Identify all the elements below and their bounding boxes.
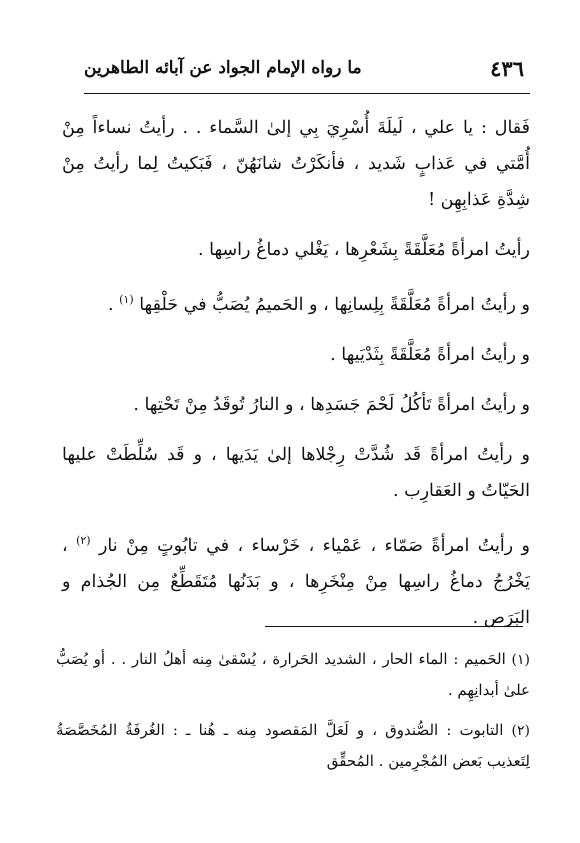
- footnote-1-marker: (١): [511, 652, 530, 668]
- main-text: [62, 110, 530, 650]
- running-title: ما رواه الإمام الجواد عن آبائه الطاهرين: [84, 58, 362, 78]
- footnotes: [56, 644, 530, 786]
- paragraph-2: [62, 232, 530, 268]
- page-header: [84, 56, 524, 86]
- footnote-ref-2[interactable]: (٢): [76, 533, 91, 547]
- paragraph-7: [62, 523, 530, 636]
- footnote-1: [56, 644, 530, 705]
- footnote-2-text: التابوت : الصُّندوق ، و لَعَلَّ المَقصود مِنه ـ هُنا ـ : الغُرفَةُ المُخَصَّصَةُ لِتَعذيب بَعض المُجْرِمين . المُحقِّق: [56, 721, 530, 770]
- footnote-2-marker: (٢): [511, 723, 530, 739]
- footnote-1-text: الحَميم : الماء الحار ، الشديد الحَرارة ، يُسْقىٰ مِنه أهلُ النار . . أو يُصَبُّ علىٰ أبدانِهِم .: [56, 650, 530, 699]
- paragraph-6-text: و رأيتُ امرأةً قَد شُدَّتْ رِجْلاها إلىٰ يَدَيها ، و قَد سُلِّطَتْ عليها الحَيّاتُ و العَقارِب .: [62, 444, 530, 501]
- footnote-2: [56, 715, 530, 776]
- footnote-separator: [265, 626, 523, 627]
- paragraph-2-text: رأيتُ امرأةً مُعَلَّقَةً بِشَعْرِها ، يَغْلي دماغُ راسِها .: [198, 240, 530, 260]
- paragraph-4-text: و رأيتُ امرأةً مُعَلَّقَةً بِثَدْيَيها .: [330, 344, 530, 365]
- paragraph-3-end: .: [107, 294, 114, 315]
- paragraph-3-text: و رأيتُ امرأةً مُعَلَّقَةً بِلِسانِها ، و الحَميمُ يُصَبُّ في حَلْقِها: [139, 294, 530, 315]
- paragraph-5: [62, 387, 530, 423]
- paragraph-1: [62, 110, 530, 218]
- header-rule: [84, 93, 530, 94]
- paragraph-5-text: و رأيتُ امرأةً تَأكُلُ لَحْمَ جَسَدِها ، و النارُ تُوقَدُ مِنْ تَحْتِها .: [133, 394, 530, 415]
- paragraph-1-text: فَقال : يا علي ، لَيلَةَ أُسْرِيَ بِي إلىٰ السَّماء . . رأيتُ نساءاً مِنْ أُمَّتي في عَذابٍ شَديد ، فأنكَرْتُ شانَهُنّ ، فَبَكيتُ لِما رأيتُ مِنْ شِدَّةِ عَذابِهِن !: [62, 118, 530, 210]
- paragraph-7-text: و رأيتُ امرأةً صَمّاء ، عَمْياء ، خَرْساء ، في تابُوتٍ مِنْ نار: [98, 535, 530, 556]
- paragraph-3: [62, 282, 530, 323]
- footnote-ref-1[interactable]: (١): [119, 293, 134, 306]
- paragraph-6: [62, 437, 530, 509]
- paragraph-4: [62, 337, 530, 373]
- page-number: ٤٣٦: [490, 56, 524, 81]
- paragraph-7-rest: ، يَخْرُجُ دماغُ راسِها مِنْ مِنْخَرِها ، و بَدَنُها مُتَقَطِّعٌ مِن الجُذام و البَرَص .: [62, 535, 530, 628]
